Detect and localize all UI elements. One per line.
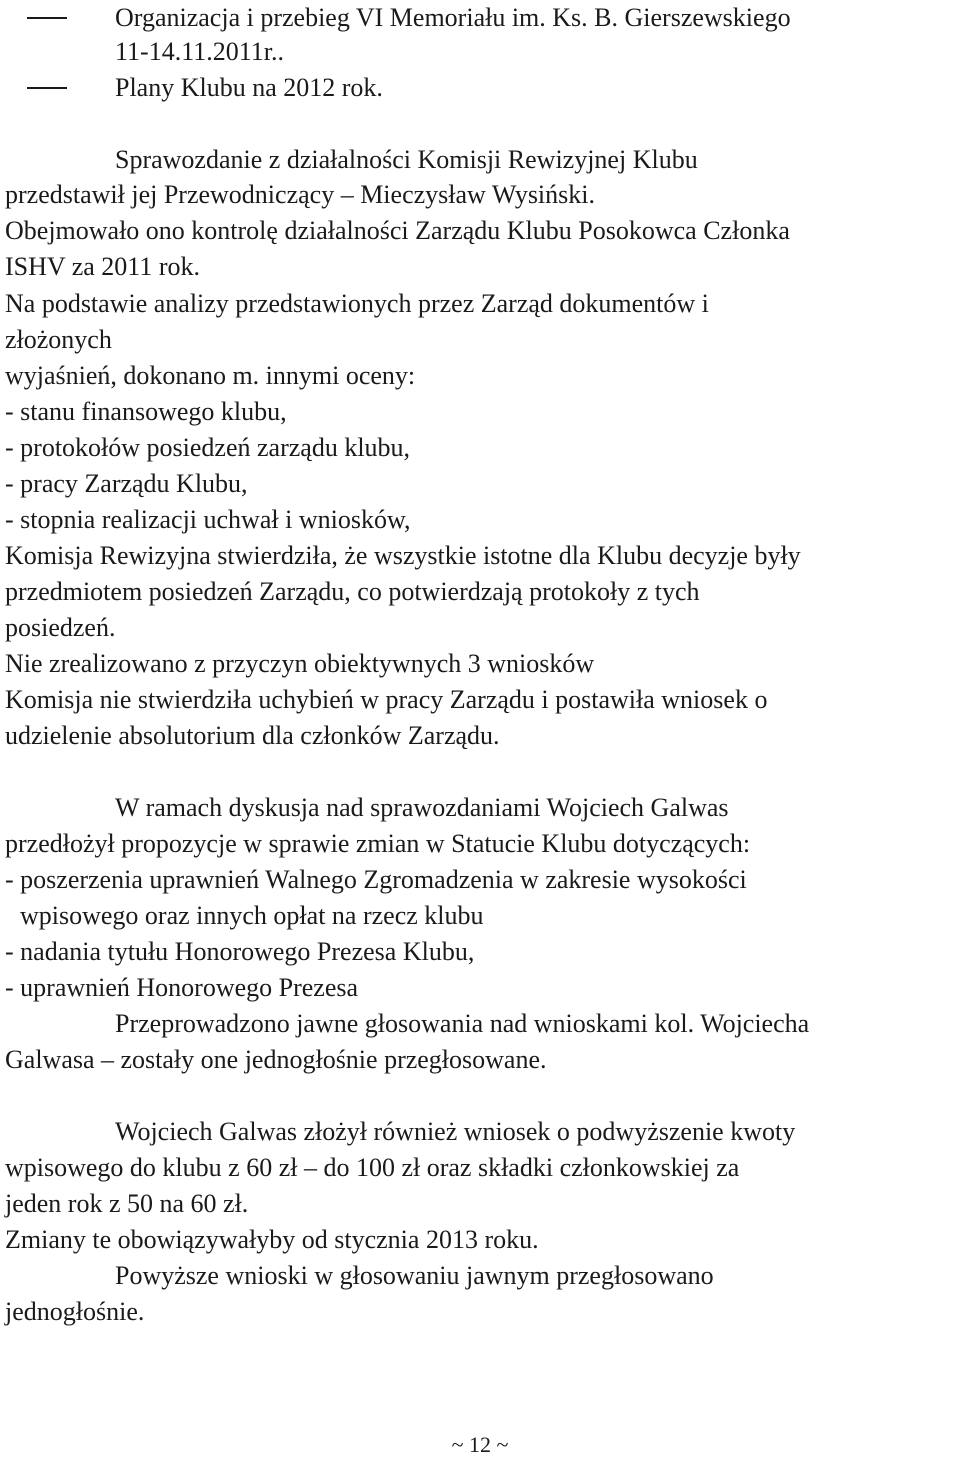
dash-bullet-icon: [27, 17, 67, 19]
list-item-text: Plany Klubu na 2012 rok.: [115, 73, 383, 102]
paragraph-line: Galwasa – zostały one jednogłośnie przegłosowane.: [5, 1045, 547, 1074]
paragraph-line: Na podstawie analizy przedstawionych przez Zarząd dokumentów i: [5, 289, 709, 318]
paragraph-line: przedmiotem posiedzeń Zarządu, co potwierdzają protokoły z tych: [5, 577, 700, 606]
paragraph-line: udzielenie absolutorium dla członków Zarządu.: [5, 721, 500, 750]
paragraph-line: Powyższe wnioski w głosowaniu jawnym przegłosowano: [115, 1261, 714, 1290]
paragraph-line: wpisowego oraz innych opłat na rzecz klubu: [20, 901, 484, 930]
paragraph-line: - pracy Zarządu Klubu,: [5, 469, 248, 498]
list-item-text: Organizacja i przebieg VI Memoriału im. Ks. B. Gierszewskiego: [115, 3, 791, 32]
paragraph-line: W ramach dyskusja nad sprawozdaniami Wojciech Galwas: [115, 793, 729, 822]
paragraph-line: - poszerzenia uprawnień Walnego Zgromadzenia w zakresie wysokości: [5, 865, 747, 894]
paragraph-line: Wojciech Galwas złożył również wniosek o podwyższenie kwoty: [115, 1117, 796, 1146]
paragraph-line: - stanu finansowego klubu,: [5, 397, 287, 426]
list-item: [115, 70, 383, 106]
paragraph-line: jeden rok z 50 na 60 zł.: [5, 1189, 249, 1218]
paragraph-line: Obejmowało ono kontrolę działalności Zarządu Klubu Posokowca Członka: [5, 216, 790, 245]
list-item-continuation: 11-14.11.2011r..: [115, 37, 284, 66]
list-item: [115, 0, 791, 36]
paragraph-line: przedłożył propozycje w sprawie zmian w Statucie Klubu dotyczących:: [5, 829, 751, 858]
paragraph-line: - protokołów posiedzeń zarządu klubu,: [5, 433, 411, 462]
paragraph-line: Komisja nie stwierdziła uchybień w pracy Zarządu i postawiła wniosek o: [5, 685, 768, 714]
paragraph-line: Zmiany te obowiązywałyby od stycznia 2013 roku.: [5, 1225, 539, 1254]
paragraph-line: posiedzeń.: [5, 613, 116, 642]
page-number: ~ 12 ~: [451, 1432, 509, 1457]
paragraph-line: - stopnia realizacji uchwał i wniosków,: [5, 505, 411, 534]
paragraph-line: wyjaśnień, dokonano m. innymi oceny:: [5, 361, 416, 390]
paragraph-line: Komisja Rewizyjna stwierdziła, że wszystkie istotne dla Klubu decyzje były: [5, 541, 801, 570]
paragraph-line: - uprawnień Honorowego Prezesa: [5, 973, 359, 1002]
paragraph-line: jednogłośnie.: [5, 1297, 145, 1326]
paragraph-line: przedstawił jej Przewodniczący – Mieczysław Wysiński.: [5, 180, 596, 209]
dash-bullet-icon: [27, 87, 67, 89]
paragraph-line: - nadania tytułu Honorowego Prezesa Klubu,: [5, 937, 475, 966]
paragraph-line: ISHV za 2011 rok.: [5, 252, 200, 281]
paragraph-line: złożonych: [5, 325, 112, 354]
paragraph-line: wpisowego do klubu z 60 zł – do 100 zł oraz składki członkowskiej za: [5, 1153, 740, 1182]
paragraph-line: Przeprowadzono jawne głosowania nad wnioskami kol. Wojciecha: [115, 1009, 810, 1038]
paragraph-line: Nie zrealizowano z przyczyn obiektywnych 3 wniosków: [5, 649, 595, 678]
paragraph-line: Sprawozdanie z działalności Komisji Rewizyjnej Klubu: [115, 145, 698, 174]
